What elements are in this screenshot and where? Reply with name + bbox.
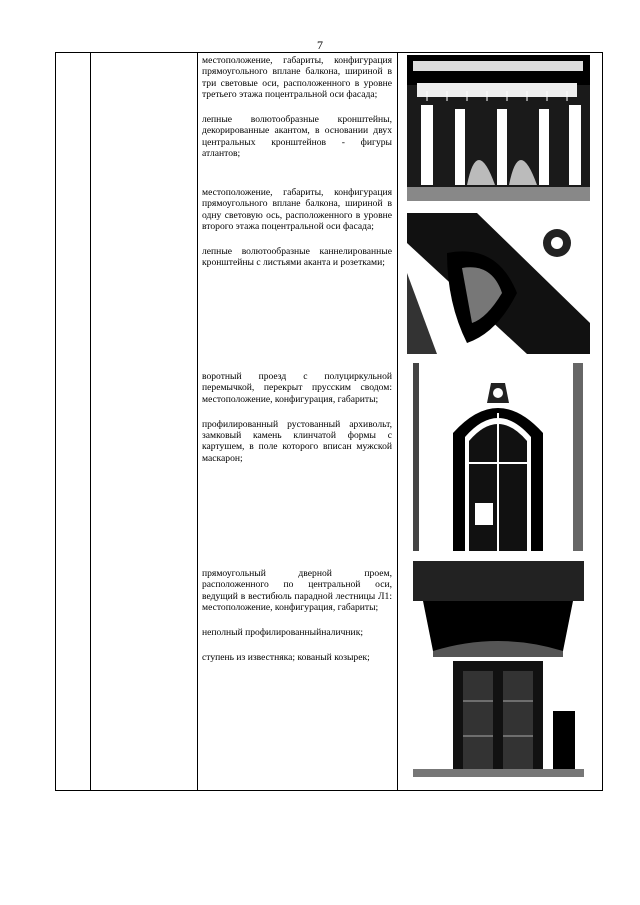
row-2-paragraph-2: лепные волютообразные каннелированные кронштейны с листьями аканта и розетками; <box>202 246 392 269</box>
column-divider-3 <box>397 53 398 790</box>
row-1-paragraph-1: местоположение, габариты, конфигурация прямоугольного вплане балкона, шириной в три световые оси, расположенного в уровне третьего этажа поцентральной оси фасада; <box>202 55 392 100</box>
row-1-description <box>202 55 392 173</box>
row-3-paragraph-2: профилированный рустованный архивольт, замковый камень клинчатой формы с картушем, в поле которого вписан мужской маскарон; <box>202 418 392 464</box>
column-divider-2 <box>197 53 198 790</box>
bracket-photo <box>407 213 590 354</box>
row-4-paragraph-3: ступень из известняка; кованый козырек; <box>202 652 370 664</box>
row-3-paragraph-1: воротный проезд с полуциркульной перемычкой, перекрыт прусским сводом: местоположение, конфигурация, габариты; <box>202 371 392 405</box>
protected-elements-table <box>55 52 603 791</box>
page-number: 7 <box>317 38 323 52</box>
balcony-atlantes-photo <box>407 55 590 201</box>
row-3-description <box>202 371 392 478</box>
row-2-paragraph-1: местоположение, габариты, конфигурация прямоугольного вплане балкона, шириной в одну световую ось, расположенного в уровне второго этажа поцентральной оси фасада; <box>202 187 392 232</box>
column-divider-1 <box>90 53 91 790</box>
door-canopy-photo <box>413 561 584 777</box>
row-2-description <box>202 187 392 283</box>
row-4-paragraph-2: неполный профилированныйналичник; <box>202 627 364 639</box>
row-1-paragraph-2: лепные волютообразные кронштейны, декорированные акантом, в основании двух центральных кронштейнов - фигуры атлантов; <box>202 114 392 160</box>
row-4-description <box>202 568 392 678</box>
row-4-paragraph-1: прямоугольный дверной проем, расположенного по центральной оси, ведущий в вестибюль парадной лестницы Л1: местоположение, конфигурация, габариты; <box>202 568 392 613</box>
arched-gate-photo <box>413 363 583 551</box>
